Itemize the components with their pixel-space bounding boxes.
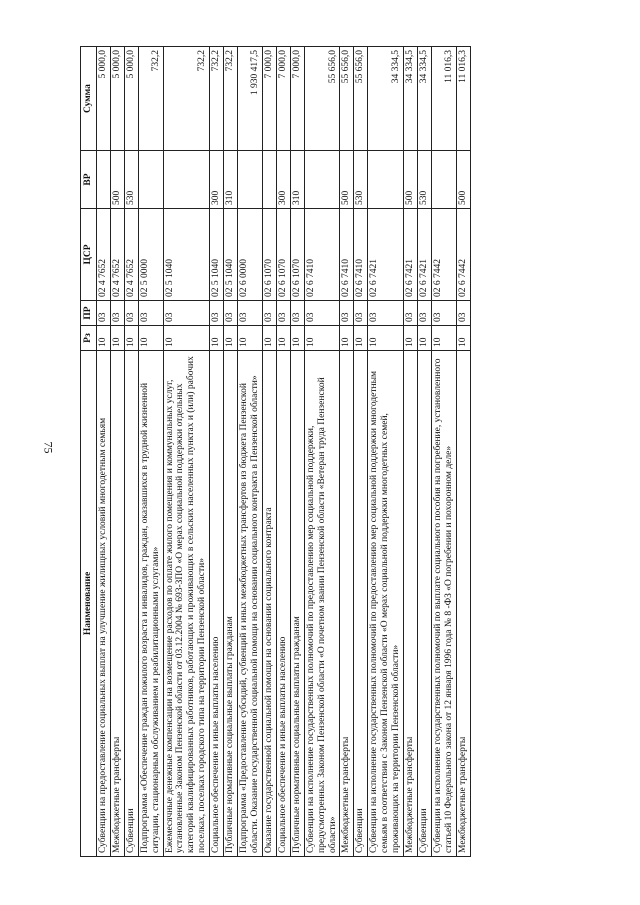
- cell-sum: 34 334,5: [404, 47, 418, 151]
- cell-sum: 7 000,0: [290, 47, 304, 151]
- cell-csr: 02 6 7442: [456, 209, 470, 301]
- cell-vr: 500: [110, 151, 124, 209]
- cell-csr: 02 6 1070: [290, 209, 304, 301]
- table-row: [431, 47, 456, 857]
- cell-rz: 10: [138, 326, 163, 351]
- cell-rz: 10: [431, 326, 456, 351]
- table-body: [96, 47, 470, 857]
- cell-sum: 11 016,3: [431, 47, 456, 151]
- cell-pr: 03: [124, 301, 138, 326]
- cell-csr: 02 6 1070: [262, 209, 276, 301]
- table-row: [224, 47, 238, 857]
- cell-name: Субвенции на предоставление социальных выплат на улучшение жилищных условий многодетным семьям: [96, 351, 110, 857]
- cell-sum: 11 016,3: [456, 47, 470, 151]
- table-row: [238, 47, 263, 857]
- cell-sum: 732,2: [163, 47, 210, 151]
- header-name: Наименование: [81, 351, 97, 857]
- cell-vr: [431, 151, 456, 209]
- cell-vr: 530: [124, 151, 138, 209]
- cell-csr: 02 5 0000: [138, 209, 163, 301]
- rotated-page-area: [80, 47, 580, 857]
- cell-vr: 500: [340, 151, 354, 209]
- cell-rz: 10: [354, 326, 368, 351]
- header-vr: ВР: [81, 151, 97, 209]
- cell-name: Субвенции на исполнение государственных полномочий по предоставлению мер социальной поддержки, предусмотренных Законом Пензенской области «О почетном звании Пензенской области «Ветеран труда Пензенской области»: [304, 351, 340, 857]
- cell-sum: 34 334,5: [417, 47, 431, 151]
- cell-sum: 5 000,0: [124, 47, 138, 151]
- cell-pr: 03: [210, 301, 224, 326]
- cell-vr: 500: [456, 151, 470, 209]
- cell-rz: 10: [163, 326, 210, 351]
- cell-csr: 02 6 7421: [404, 209, 418, 301]
- cell-csr: 02 6 7410: [304, 209, 340, 301]
- cell-csr: 02 6 7421: [368, 209, 404, 301]
- cell-name: Субвенции на исполнение государственных полномочий по выплате социального пособия на погребение, установленного статьей 10 Федерального закона от 12 января 1996 года № 8 -ФЗ «О погребении и похоронном деле»: [431, 351, 456, 857]
- cell-name: Субвенции: [417, 351, 431, 857]
- table-row: [404, 47, 418, 857]
- cell-vr: 500: [404, 151, 418, 209]
- cell-pr: 03: [138, 301, 163, 326]
- cell-vr: [262, 151, 276, 209]
- cell-pr: 03: [368, 301, 404, 326]
- table-row: [138, 47, 163, 857]
- cell-rz: 10: [340, 326, 354, 351]
- cell-rz: 10: [238, 326, 263, 351]
- cell-pr: 03: [340, 301, 354, 326]
- cell-csr: 02 5 1040: [224, 209, 238, 301]
- budget-table: [80, 46, 471, 857]
- cell-rz: 10: [210, 326, 224, 351]
- cell-pr: 03: [276, 301, 290, 326]
- header-pr: ПР: [81, 301, 97, 326]
- cell-rz: 10: [262, 326, 276, 351]
- table-row: [456, 47, 470, 857]
- cell-sum: 7 000,0: [262, 47, 276, 151]
- cell-pr: 03: [262, 301, 276, 326]
- cell-name: Публичные нормативные социальные выплаты гражданам: [290, 351, 304, 857]
- cell-pr: 03: [290, 301, 304, 326]
- cell-name: Межбюджетные трансферты: [456, 351, 470, 857]
- cell-name: Субвенции: [354, 351, 368, 857]
- cell-sum: 5 000,0: [110, 47, 124, 151]
- table-row: [368, 47, 404, 857]
- header-sum: Сумма: [81, 47, 97, 151]
- cell-name: Социальное обеспечение и иные выплаты населению: [276, 351, 290, 857]
- cell-sum: 55 656,0: [354, 47, 368, 151]
- header-rz: Рз: [81, 326, 97, 351]
- page-number: 75: [41, 441, 56, 454]
- cell-vr: 300: [210, 151, 224, 209]
- cell-rz: 10: [110, 326, 124, 351]
- cell-vr: 310: [224, 151, 238, 209]
- cell-name: Социальное обеспечение и иные выплаты населению: [210, 351, 224, 857]
- cell-vr: [304, 151, 340, 209]
- header-row: [81, 47, 97, 857]
- table-row: [290, 47, 304, 857]
- table-header: [81, 47, 97, 857]
- cell-sum: 732,2: [138, 47, 163, 151]
- cell-pr: 03: [431, 301, 456, 326]
- cell-vr: 530: [354, 151, 368, 209]
- cell-vr: 310: [290, 151, 304, 209]
- cell-csr: 02 6 7410: [354, 209, 368, 301]
- cell-pr: 03: [96, 301, 110, 326]
- cell-pr: 03: [456, 301, 470, 326]
- cell-vr: 530: [417, 151, 431, 209]
- cell-pr: 03: [163, 301, 210, 326]
- cell-vr: [96, 151, 110, 209]
- cell-sum: 732,2: [210, 47, 224, 151]
- cell-csr: 02 4 7652: [96, 209, 110, 301]
- cell-pr: 03: [404, 301, 418, 326]
- cell-vr: 300: [276, 151, 290, 209]
- table-row: [124, 47, 138, 857]
- cell-rz: 10: [417, 326, 431, 351]
- table-row: [417, 47, 431, 857]
- cell-pr: 03: [224, 301, 238, 326]
- cell-name: Межбюджетные трансферты: [404, 351, 418, 857]
- header-csr: ЦСР: [81, 209, 97, 301]
- cell-sum: 55 656,0: [340, 47, 354, 151]
- cell-name: Межбюджетные трансферты: [340, 351, 354, 857]
- cell-name: Межбюджетные трансферты: [110, 351, 124, 857]
- cell-rz: 10: [404, 326, 418, 351]
- cell-sum: 7 000,0: [276, 47, 290, 151]
- cell-name: Подпрограмма «Обеспечение граждан пожилого возраста и инвалидов, граждан, оказавшихся в трудной жизненной ситуации, стационарным обслуживанием и реабилитационными услугами»: [138, 351, 163, 857]
- cell-rz: 10: [224, 326, 238, 351]
- cell-name: Оказание государственной социальной помощи на основании социального контракта: [262, 351, 276, 857]
- cell-csr: 02 6 7410: [340, 209, 354, 301]
- table-row: [262, 47, 276, 857]
- cell-pr: 03: [110, 301, 124, 326]
- cell-name: Публичные нормативные социальные выплаты гражданам: [224, 351, 238, 857]
- cell-rz: 10: [368, 326, 404, 351]
- cell-name: Подпрограмма «Предоставление субсидий, субвенций и иных межбюджетных трансфертов из бюджета Пензенской области. Оказание государственной социальной помощи на основании социального контракта в Пензенской области»: [238, 351, 263, 857]
- table-row: [96, 47, 110, 857]
- cell-vr: [138, 151, 163, 209]
- table-row: [354, 47, 368, 857]
- cell-rz: 10: [96, 326, 110, 351]
- cell-vr: [238, 151, 263, 209]
- cell-pr: 03: [417, 301, 431, 326]
- cell-rz: 10: [276, 326, 290, 351]
- cell-vr: [163, 151, 210, 209]
- cell-sum: 732,2: [224, 47, 238, 151]
- cell-name: Субвенции: [124, 351, 138, 857]
- cell-csr: 02 4 7652: [124, 209, 138, 301]
- table-row: [163, 47, 210, 857]
- cell-pr: 03: [354, 301, 368, 326]
- table-row: [304, 47, 340, 857]
- table-row: [340, 47, 354, 857]
- cell-pr: 03: [238, 301, 263, 326]
- cell-pr: 03: [304, 301, 340, 326]
- cell-sum: 1 930 417,5: [238, 47, 263, 151]
- cell-csr: 02 5 1040: [210, 209, 224, 301]
- cell-csr: 02 6 7421: [417, 209, 431, 301]
- cell-csr: 02 5 1040: [163, 209, 210, 301]
- cell-rz: 10: [124, 326, 138, 351]
- table-row: [276, 47, 290, 857]
- cell-rz: 10: [304, 326, 340, 351]
- table-row: [110, 47, 124, 857]
- cell-sum: 34 334,5: [368, 47, 404, 151]
- cell-vr: [368, 151, 404, 209]
- cell-csr: 02 4 7652: [110, 209, 124, 301]
- cell-rz: 10: [290, 326, 304, 351]
- table-row: [210, 47, 224, 857]
- cell-csr: 02 6 1070: [276, 209, 290, 301]
- rotated-content: [80, 47, 580, 857]
- cell-sum: 5 000,0: [96, 47, 110, 151]
- cell-rz: 10: [456, 326, 470, 351]
- cell-sum: 55 656,0: [304, 47, 340, 151]
- cell-name: Субвенции на исполнение государственных полномочий по предоставлению мер социальной поддержки многодетным семьям в соответствии с Законом Пензенской области «О мерах социальной поддержки многодетных семей, проживающих на территории Пензенской области»: [368, 351, 404, 857]
- cell-csr: 02 6 0000: [238, 209, 263, 301]
- cell-csr: 02 6 7442: [431, 209, 456, 301]
- cell-name: Ежемесячные денежные компенсации на возмещение расходов по оплате жилого помещения и коммунальных услуг, установленные Законом Пензенской области от 03.12.2004 № 693-ЗПО «О мерах социальной поддержки отдельных категорий квалифицированных работников, работающих и проживающих в сельских населенных пунктах и (или) рабочих поселках, поселках городского типа на территории Пензенской области»: [163, 351, 210, 857]
